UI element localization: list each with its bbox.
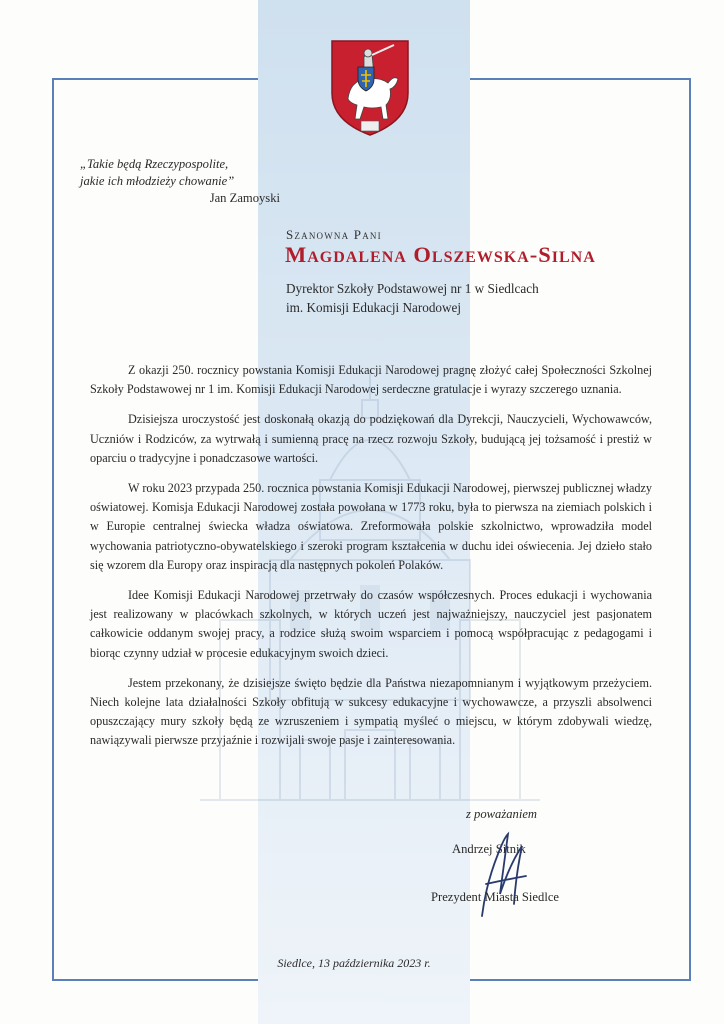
signer-name: Andrzej Sitnik [452, 842, 526, 856]
paragraph: Jestem przekonany, że dzisiejsze święto będzie dla Państwa niezapomnianym i wyjątkowym przeżyciem. Niech kolejne lata działalności Szkoły obfitują w sukcesy edukacyjne i wychowawcze, a przyszli absolwenci opuszczający mury szkoły będą ze wzruszeniem i sympatią myśleć o miejscu, w którym zdobywali wiedzę, nawiązywali pierwsze przyjaźnie i rozwijali swoje pasje i zainteresowania. [90, 675, 652, 748]
place-and-date [0, 956, 724, 971]
addressee-name: Magdalena Olszewska-Silna [285, 242, 596, 267]
coat-of-arms-emblem [328, 37, 412, 137]
paragraph: Idee Komisji Edukacji Narodowej przetrwały do czasów współczesnych. Proces edukacji i wychowania jest realizowany w placówkach szkolnych, w których uczeń jest najważniejszy, nauczyciel jest pasjonatem całkowicie oddanym swojej pracy, a rodzice służą swoim wsparciem i pomocą współpracując z pedagogami i biorąc czynny udział w procesie edukacyjnym swoich dzieci. [90, 588, 652, 660]
closing-phrase: z poważaniem [466, 807, 538, 821]
frame-line-top-left [52, 78, 258, 80]
function-line-2: im. Komisji Edukacji Narodowej [286, 300, 462, 315]
paragraph: Dzisiejsza uroczystość jest doskonałą okazją do podziękowań dla Dyrekcji, Nauczycieli, Wychowawców, Uczniów i Rodziców, za wytrwałą i sumienną pracę na rzecz rozwoju Szkoły, budującą jej tożsamość i prestiż w oparciu o tradycyjne i ponadczasowe wartości. [90, 412, 652, 465]
letter-body [90, 361, 652, 762]
quote-line-1: „Takie będą Rzeczypospolite, [80, 157, 229, 171]
motto-quote [80, 156, 280, 207]
salutation: Szanowna Pani [286, 227, 382, 242]
frame-line-right [689, 78, 691, 980]
place-date-text: Siedlce, 13 października 2023 r. [277, 956, 431, 970]
handwritten-signature [464, 824, 544, 922]
frame-line-top-right [470, 78, 691, 80]
quote-author: Jan Zamoyski [209, 191, 280, 205]
quote-line-2: jakie ich młodzieży chowanie” [80, 174, 235, 188]
paragraph: Z okazji 250. rocznicy powstania Komisji Edukacji Narodowej pragnę złożyć całej Społeczności Szkolnej Szkoły Podstawowej nr 1 im. Komisji Edukacji Narodowej serdeczne gratulacje i wyrazy szczerego uznania. [90, 363, 652, 397]
addressee-function [286, 279, 539, 317]
function-line-1: Dyrektor Szkoły Podstawowej nr 1 w Siedlcach [286, 281, 539, 296]
paragraph: W roku 2023 przypada 250. rocznica powstania Komisji Edukacji Narodowej, pierwszej publicznej władzy oświatowej. Komisja Edukacji Narodowej została powołana w 1773 roku, była to pierwsza na ziemiach polskich i w Europie centralnej świecka władza oświatowa. Zreformowała polskie szkolnictwo, wprowadziła model wychowania patriotyczno-obywatelskiego i szeroki program kształcenia w duchu idei oświecenia. Jej dzieło stało się wzorem dla Europy oraz inspiracją dla następnych pokoleń Polaków. [90, 481, 652, 572]
signer-title: Prezydent Miasta Siedlce [431, 890, 559, 904]
frame-line-bottom-left [52, 979, 258, 981]
frame-line-left [52, 78, 54, 980]
frame-line-bottom-right [470, 979, 691, 981]
